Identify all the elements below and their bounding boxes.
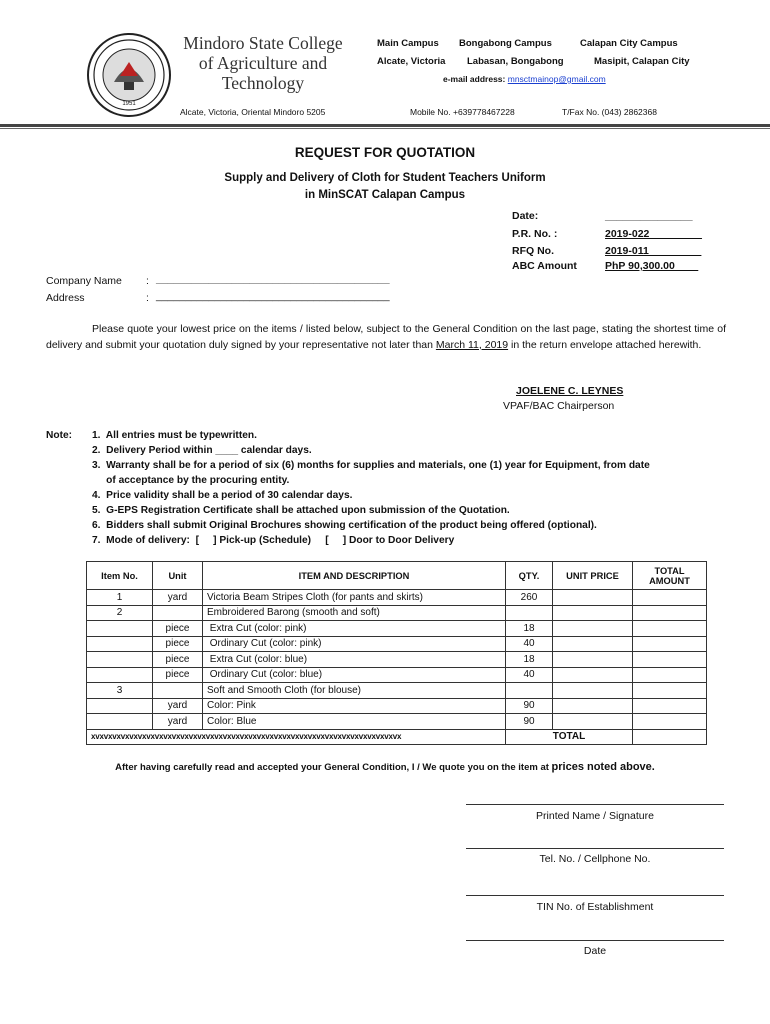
paragraph-deadline: March 11, 2019 xyxy=(435,338,509,351)
cell-total-amount[interactable] xyxy=(633,667,707,683)
cell-total-amount[interactable] xyxy=(633,698,707,714)
college-name-line-3: Technology xyxy=(221,73,305,93)
company-name-colon: : xyxy=(146,275,149,287)
college-name-line-1: Mindoro State College xyxy=(183,33,343,53)
cell-unit-price[interactable] xyxy=(553,683,633,699)
company-address-label: Address xyxy=(46,292,85,304)
cell-item-no xyxy=(87,698,153,714)
date-value: _______________ xyxy=(605,210,693,222)
abc-value: PhP 90,300.00____ xyxy=(605,260,699,272)
document-subtitle-2: in MinSCAT Calapan Campus xyxy=(304,189,466,201)
cell-qty: 18 xyxy=(506,652,553,668)
cell-unit: piece xyxy=(153,652,203,668)
note-item: 2. Delivery Period within ____ calendar days. xyxy=(92,445,312,456)
document-title: REQUEST FOR QUOTATION xyxy=(294,145,476,160)
college-seal-logo xyxy=(86,32,172,118)
table-row xyxy=(87,667,707,683)
cell-description: Embroidered Barong (smooth and soft) xyxy=(203,605,506,621)
cell-unit-price[interactable] xyxy=(553,621,633,637)
cell-unit-price[interactable] xyxy=(553,636,633,652)
cell-description: Color: Blue xyxy=(203,714,506,730)
paragraph-text-before: Please quote your lowest price on the items / listed below, subject to the General Condition on the last page, stating the shortest time of delivery and submit your quotation duly signed by your representative not later than xyxy=(46,323,726,351)
col-header-item-no: Item No. xyxy=(87,562,153,590)
cell-description: Extra Cut (color: blue) xyxy=(203,652,506,668)
cell-description: Soft and Smooth Cloth (for blouse) xyxy=(203,683,506,699)
pr-label: P.R. No. : xyxy=(512,228,558,240)
cell-unit-price[interactable] xyxy=(553,698,633,714)
col-header-unit: Unit xyxy=(153,562,203,590)
table-row xyxy=(87,652,707,668)
note-item: 7. Mode of delivery: [ ] Pick-up (Schedule) [ ] Door to Door Delivery xyxy=(92,535,455,546)
cell-item-no xyxy=(87,667,153,683)
cell-unit: piece xyxy=(153,667,203,683)
cell-item-no: 1 xyxy=(87,590,153,606)
date-line[interactable] xyxy=(466,940,724,941)
cell-qty: 40 xyxy=(506,667,553,683)
cell-description: Ordinary Cut (color: pink) xyxy=(203,636,506,652)
cell-unit-price[interactable] xyxy=(553,590,633,606)
cell-qty: 40 xyxy=(506,636,553,652)
note-item: 3. Warranty shall be for a period of six (6) months for supplies and materials, one (1) year for Equipment, from date xyxy=(92,460,650,471)
table-total-label: TOTAL xyxy=(506,729,633,745)
table-row xyxy=(87,714,707,730)
cell-unit: yard xyxy=(153,714,203,730)
document-subtitle-1: Supply and Delivery of Cloth for Student Teachers Uniform xyxy=(224,172,546,184)
notes-list xyxy=(92,428,770,548)
table-filler: xvxvxvxvxvxvxvxvxvxvxvxvxvxvxvxvxvxvxvxvxvxvxvxvxvxvxvxvxvxvxvxvxvxvxvxvx xyxy=(87,729,506,745)
cell-item-no: 3 xyxy=(87,683,153,699)
date-label: Date: xyxy=(512,210,539,222)
campus-bongabong-location: Labasan, Bongabong xyxy=(467,56,564,67)
campus-calapan-location: Masipit, Calapan City xyxy=(594,56,690,67)
phone-line[interactable] xyxy=(466,848,724,849)
college-fax: T/Fax No. (043) 2862368 xyxy=(562,107,657,117)
cell-qty: 18 xyxy=(506,621,553,637)
pr-value: 2019-022_________ xyxy=(605,228,702,240)
college-address: Alcate, Victoria, Oriental Mindoro 5205 xyxy=(180,107,326,117)
cell-total-amount[interactable] xyxy=(633,636,707,652)
college-name-line-2: of Agriculture and xyxy=(198,53,328,73)
cell-total-amount[interactable] xyxy=(633,652,707,668)
college-name xyxy=(178,33,348,93)
instruction-paragraph xyxy=(46,322,726,353)
campus-calapan-name: Calapan City Campus xyxy=(580,38,678,49)
cell-unit: yard xyxy=(153,698,203,714)
cell-qty xyxy=(506,605,553,621)
table-row xyxy=(87,698,707,714)
cell-unit: yard xyxy=(153,590,203,606)
cell-unit-price[interactable] xyxy=(553,714,633,730)
campus-main-location: Alcate, Victoria xyxy=(377,56,446,67)
cell-qty: 90 xyxy=(506,698,553,714)
note-item: 4. Price validity shall be a period of 30 calendar days. xyxy=(92,490,353,501)
cell-item-no xyxy=(87,636,153,652)
company-name-label: Company Name xyxy=(46,275,122,287)
college-mobile: Mobile No. +639778467228 xyxy=(410,107,515,117)
email-label: e-mail address: xyxy=(443,74,506,84)
table-row xyxy=(87,590,707,606)
paragraph-text-after: in the return envelope attached herewith. xyxy=(508,338,702,351)
header-divider-thick xyxy=(0,124,770,127)
signatory-position: VPAF/BAC Chairperson xyxy=(503,400,615,412)
cell-item-no: 2 xyxy=(87,605,153,621)
cell-description: Victoria Beam Stripes Cloth (for pants and skirts) xyxy=(203,590,506,606)
cell-item-no xyxy=(87,652,153,668)
cell-unit: piece xyxy=(153,636,203,652)
acceptance-text: After having carefully read and accepted your General Condition, I / We quote you on the item at xyxy=(115,762,552,773)
note-item: 1. All entries must be typewritten. xyxy=(92,430,257,441)
table-row xyxy=(87,621,707,637)
campus-bongabong-name: Bongabong Campus xyxy=(459,38,552,49)
cell-unit: piece xyxy=(153,621,203,637)
cell-unit xyxy=(153,683,203,699)
table-row xyxy=(87,683,707,699)
tin-line[interactable] xyxy=(466,895,724,896)
cell-unit-price[interactable] xyxy=(553,667,633,683)
company-name-field[interactable]: ________________________________________ xyxy=(156,273,390,285)
acceptance-emphasis: prices noted above. xyxy=(551,761,655,773)
cell-item-no xyxy=(87,621,153,637)
cell-qty: 260 xyxy=(506,590,553,606)
company-address-colon: : xyxy=(146,292,149,304)
col-header-total-amount: TOTAL AMOUNT xyxy=(633,562,707,590)
note-item: of acceptance by the procuring entity. xyxy=(92,475,290,486)
cell-unit-price[interactable] xyxy=(553,652,633,668)
cell-description: Ordinary Cut (color: blue) xyxy=(203,667,506,683)
cell-total-amount[interactable] xyxy=(633,714,707,730)
svg-text:1951: 1951 xyxy=(122,101,136,107)
cell-unit xyxy=(153,605,203,621)
cell-total-amount[interactable] xyxy=(633,621,707,637)
cell-total-amount[interactable] xyxy=(633,683,707,699)
cell-qty: 90 xyxy=(506,714,553,730)
notes-label: Note: xyxy=(46,430,73,441)
col-header-unit-price: UNIT PRICE xyxy=(553,562,633,590)
col-header-qty: QTY. xyxy=(506,562,553,590)
cell-description: Extra Cut (color: pink) xyxy=(203,621,506,637)
table-header-row xyxy=(87,562,707,590)
company-address-field[interactable]: ________________________________________ xyxy=(156,290,390,302)
printed-name-label: Printed Name / Signature xyxy=(536,810,654,822)
cell-item-no xyxy=(87,714,153,730)
cell-qty xyxy=(506,683,553,699)
table-row xyxy=(87,636,707,652)
cell-unit-price[interactable] xyxy=(553,605,633,621)
table-total-row xyxy=(87,729,707,745)
items-table xyxy=(86,561,707,745)
signatory-name: JOELENE C. LEYNES xyxy=(516,385,624,397)
acceptance-statement xyxy=(0,761,770,773)
campus-main-name: Main Campus xyxy=(377,38,439,49)
signature-date-label: Date xyxy=(583,945,607,957)
email-line xyxy=(443,74,606,84)
rfq-label: RFQ No. xyxy=(512,245,554,257)
email-link[interactable]: mnsctmainop@gmail.com xyxy=(507,74,606,84)
cell-total-amount[interactable] xyxy=(633,605,707,621)
phone-label: Tel. No. / Cellphone No. xyxy=(539,853,651,865)
signature-line[interactable] xyxy=(466,804,724,805)
cell-total-amount[interactable] xyxy=(633,590,707,606)
table-row xyxy=(87,605,707,621)
note-item: 6. Bidders shall submit Original Brochures showing certification of the product being offered (optional). xyxy=(92,520,597,531)
rfq-value: 2019-011_________ xyxy=(605,245,702,257)
header-divider-thin xyxy=(0,128,770,129)
abc-label: ABC Amount xyxy=(512,260,577,272)
table-total-amount[interactable] xyxy=(633,729,707,745)
note-item: 5. G-EPS Registration Certificate shall be attached upon submission of the Quotation. xyxy=(92,505,510,516)
cell-description: Color: Pink xyxy=(203,698,506,714)
col-header-description: ITEM AND DESCRIPTION xyxy=(203,562,506,590)
tin-label: TIN No. of Establishment xyxy=(536,901,654,913)
